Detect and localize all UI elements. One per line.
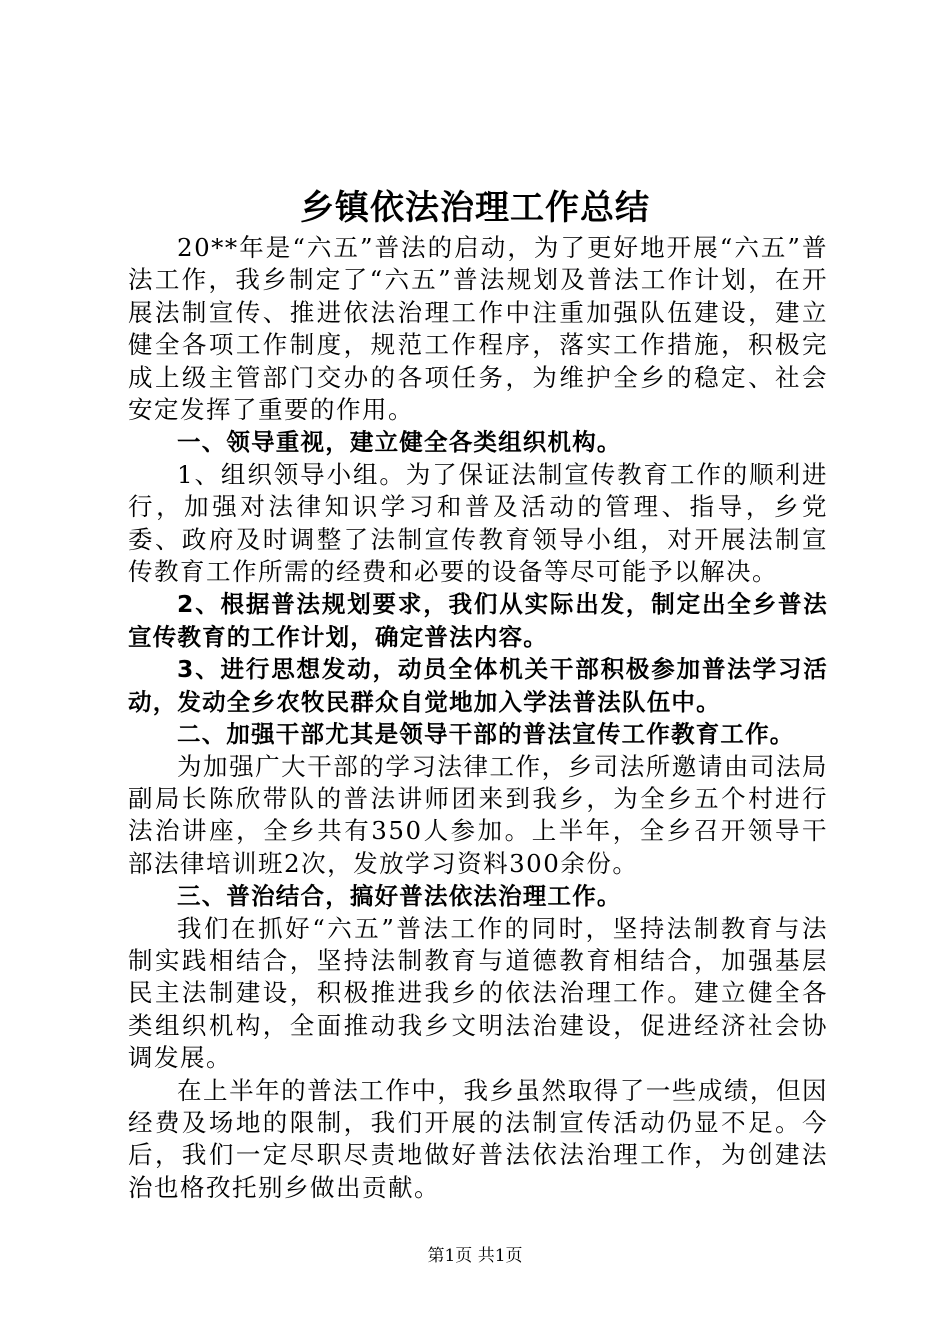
document-body — [128, 232, 828, 1204]
document-title: 乡镇依法治理工作总结 — [300, 188, 650, 228]
section-heading-2: 二、加强干部尤其是领导干部的普法宣传工作教育工作。 — [177, 720, 795, 749]
section-heading-1: 一、领导重视，建立健全各类组织机构。 — [177, 428, 622, 457]
page-footer: 第1页 共1页 — [427, 1246, 523, 1266]
paragraph-1-1: 1、组织领导小组。为了保证法制宣传教育工作的顺利进行，加强对法律知识学习和普及活动的管理、指导，乡党委、政府及时调整了法制宣传教育领导小组，对开展法制宣传教育工作所需的经费和必要的设备等尽可能予以解决。 — [128, 459, 828, 587]
paragraph-2-1: 为加强广大干部的学习法律工作，乡司法所邀请由司法局副局长陈欣带队的普法讲师团来到我乡，为全乡五个村进行法治讲座，全乡共有350人参加。上半年，全乡召开领导干部法律培训班2次，发放学习资料300余份。 — [128, 751, 828, 878]
paragraph-3-1: 我们在抓好“六五”普法工作的同时，坚持法制教育与法制实践相结合，坚持法制教育与道德教育相结合，加强基层民主法制建设，积极推进我乡的依法治理工作。建立健全各类组织机构，全面推动我乡文明法治建设，促进经济社会协调发展。 — [128, 913, 828, 1073]
closing-paragraph: 在上半年的普法工作中，我乡虽然取得了一些成绩，但因经费及场地的限制，我们开展的法制宣传活动仍显不足。今后，我们一定尽职尽责地做好普法依法治理工作，为创建法治也格孜托别乡做出贡献。 — [128, 1075, 828, 1202]
paragraph-1-2: 2、根据普法规划要求，我们从实际出发，制定出全乡普法宣传教育的工作计划，确定普法内容。 — [128, 590, 828, 651]
paragraph-1-3: 3、进行思想发动，动员全体机关干部积极参加普法学习活动，发动全乡农牧民群众自觉地加入学法普法队伍中。 — [128, 655, 828, 716]
intro-paragraph: 20**年是“六五”普法的启动，为了更好地开展“六五”普法工作，我乡制定了“六五”普法规划及普法工作计划，在开展法制宣传、推进依法治理工作中注重加强队伍建设，建立健全各项工作制度，规范工作程序，落实工作措施，积极完成上级主管部门交办的各项任务，为维护全乡的稳定、社会安定发挥了重要的作用。 — [128, 233, 828, 425]
section-heading-3: 三、普治结合，搞好普法依法治理工作。 — [177, 882, 622, 911]
